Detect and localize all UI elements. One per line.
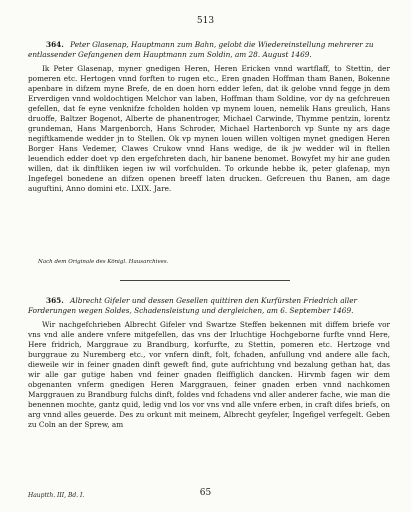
footer-volume: Hauptth. III, Bd. I. — [28, 492, 85, 499]
footer-signature: 65 — [199, 488, 212, 498]
document-365-heading — [28, 296, 390, 316]
document-364-title: Peter Glasenap, Hauptmann zum Bahn, gelobt die Wiedereinstellung mehrerer zu entlassender Gefangenen dem Hauptmann zum Soldin, am 28. August 1469. — [28, 40, 374, 59]
document-364-heading — [28, 40, 390, 60]
document-365-title: Albrecht Gifeler und dessen Gesellen quittiren den Kurfürsten Friedrich aller Forderungen wegen Soldes, Schadensleistung und dergleichen, am 6. September 1469. — [28, 296, 358, 315]
section-divider — [120, 280, 290, 281]
document-364-source-note: Nach dem Originale des Königl. Hausarchives. — [38, 259, 169, 265]
document-364-number: 364. — [46, 40, 64, 49]
document-364-body: Ik Peter Glasenap, myner gnedigen Heren, Heren Ericken vnnd wartflaff, to Stettin, der pomeren etc. Hertogen vnnd forften to rugen etc., Eren gnaden Hoffman tham Banen, Bokenne apenbare in difzem myne Brefe, de en doen horn edder lefen, dat ik gelobe vnnd fegge jn dem Erverdigen vnnd woldochtigen Melchor van laben, Hoffman tham Soldine, vor dy na gefchreuen gefellen, dat fe eyne venknifze fcholden holden vp mynem louen, nemelik Hans greulich, Hans druoffe, Baltzer Bogenot, Alberte de phanentroger, Michael Carwinde, Thymme pentzin, lorentz grundeman, Hans Margenborch, Hans Schroder, Michael Hartenborch vp Sunte ny ars dage negiftkamende wedder jn to Stellen. Ok vp mynen louen willen voltigen mynet gnedigen Heren Borger Hans Vedemer, Clawes Crukow vnnd Hans wedige, de ik jw wedder wil in ftellen leuendich edder doet vp den ergefchreten dach, hir banene benomet. Bowyfet my hir ane guden willen, dat ik dinftliken iegen iw wil vorfchulden. To orkunde hebbe ik, peter glafenap, myn Ingefegel bonedene an difzen openen breeff laten drucken. Gefcreuen thu Banen, am dage auguftini, Anno domini etc. LXIX. Jare. — [28, 64, 390, 193]
document-365-body: Wir nachgefchrieben Albrecht Gifeler vnd Swartze Steffen bekennen mit diffem briefe vor vns vnd alle andere vnfere mitgefellen, das vns der Irluchtige Hochgeborne furfte vnnd Here, Here fridrich, Marggraue zu Brandburg, korfurfte, zu Stettin, pomeren etc. Hertzoge vnd burggraue zu Nuremberg etc., vor vnfern dinft, folt, fchaden, anfullung vnd andere alle fach, dieweile wir in feiner gnaden dinft geweft find, gute aufrichtung vnd bezalung gethan hat, das wir alle gar gutige haben vnd feiner gnaden fleiffiglich dancken. Hirvmb fagen wir dem obgenanten vnferm gnedigen Heren Marggrauen, feiner gnaden erben vnnd nachkomen Marggrauen zu Brandburg fulchs dinft, foldes vnd fchadens vnd aller anderer fache, wie man die benennen mochte, gantz quid, ledig vnd los vor vns vnd alle vnfere erben, in craft difes briefs, on arg vnnd alles geuerde. Des zu orkunt mit meinem, Albrecht geyfeler, Ingefigel verfegelt. Geben zu Coln an der Sprew, am — [28, 320, 390, 429]
page-number: 513 — [196, 16, 215, 26]
document-365-number: 365. — [46, 296, 64, 305]
